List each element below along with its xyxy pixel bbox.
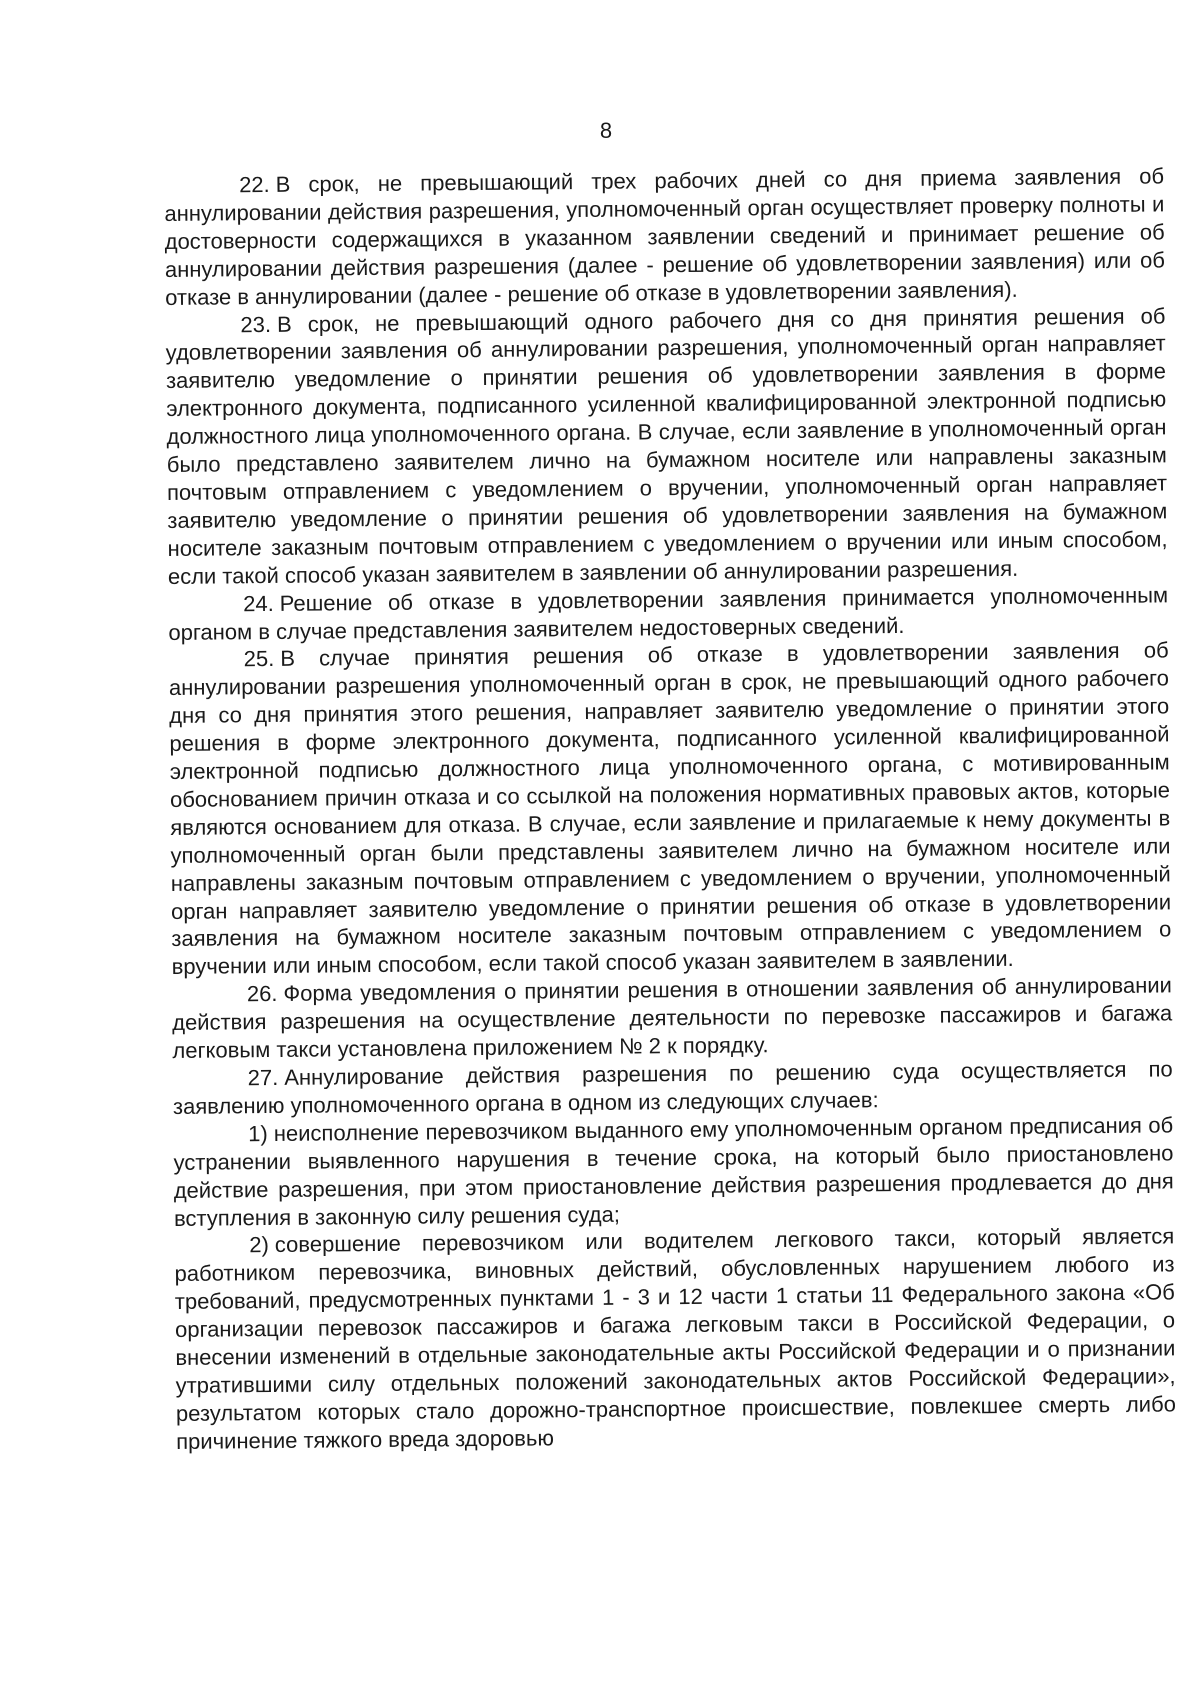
paragraph-text: Решение об отказе в удовлетворении заявления принимается уполномоченным органом в случае представления заявителем недостоверных сведений. — [168, 581, 1169, 645]
subitem-number: 1) — [248, 1120, 268, 1147]
subitem-text: совершение перевозчиком или водителем легкового такси, который является работником перевозчика, виновных действий, обусловленных нарушением любого из требований, предусмотренных пунктами 1 - 3 и 12 части 1 статьи 11 Федерального закона «Об организации перевозок пассажиров и багажа легковым такси в Российской Федерации, о внесении изменений в отдельные законодательные акты Российской Федерации и о признании утратившими силу отдельных положений законодательных актов Российской Федерации», результатом которых стало дорожно-транспортное происшествие, повлекшее смерть либо причинение тяжкого вреда здоровью — [174, 1223, 1176, 1454]
paragraph-number: 22. — [239, 171, 270, 198]
paragraph-text: Аннулирование действия разрешения по решению суда осуществляется по заявлению уполномоченного органа в одном из следующих случаев: — [172, 1056, 1173, 1119]
paragraph-23 — [165, 302, 1168, 591]
document-body — [164, 162, 1176, 1455]
paragraph-26 — [172, 972, 1173, 1065]
subitem-text: неисполнение перевозчиком выданного ему уполномоченным органом предписания об устранении выявленного нарушения в течение срока, на который было приостановлено действие разрешения, при этом приостановление действия разрешения продлевается до дня вступления в законную силу решения суда; — [173, 1112, 1174, 1231]
page-number: 8 — [599, 118, 613, 143]
paragraph-text: В срок, не превышающий трех рабочих дней со дня приема заявления об аннулировании действия разрешения, уполномоченный орган осуществляет проверку полноты и достоверности содержащихся в указанном заявлении сведений и принимает решение об аннулировании действия разрешения (далее - решение об удовлетворении заявления) или об отказе в аннулировании (далее - решение об отказе в удовлетворении заявления). — [164, 163, 1166, 310]
paragraph-text: В срок, не превышающий одного рабочего дня со дня принятия решения об удовлетворении заявления об аннулировании разрешения, уполномоченный орган направляет заявителю уведомление о принятии решения об удовлетворении заявления в форме электронного документа, подписанного усиленной квалифицированной электронной подписью должностного лица уполномоченного органа. В случае, если заявление в уполномоченный орган было представлено заявителем лично на бумажном носителе или направлены заказным почтовым отправлением с уведомлением о вручении, уполномоченный орган направляет заявителю уведомление о принятии решения об удовлетворении заявления на бумажном носителе заказным почтовым отправлением с уведомлением о вручении или иным способом, если такой способ указан заявителем в заявлении об аннулировании разрешения. — [165, 302, 1168, 589]
paragraph-number: 24. — [243, 590, 274, 616]
paragraph-number: 25. — [243, 646, 275, 672]
paragraph-text: Форма уведомления о принятии решения в отношении заявления об аннулировании действия разрешения на осуществление деятельности по перевозке пассажиров и багажа легковым такси установлена приложением № 2 к порядку. — [172, 972, 1173, 1064]
paragraph-24 — [168, 581, 1168, 646]
paragraph-25 — [169, 637, 1172, 981]
subitem-number: 2) — [249, 1232, 269, 1258]
paragraph-27 — [173, 1055, 1173, 1120]
paragraph-number: 26. — [246, 981, 278, 1007]
paragraph-number: 27. — [247, 1064, 279, 1091]
subitem-2 — [174, 1223, 1176, 1456]
subitem-1 — [173, 1111, 1174, 1232]
paragraph-number: 23. — [240, 311, 272, 337]
paragraph-text: В случае принятия решения об отказе в удовлетворении заявления об аннулировании разрешения уполномоченный орган в срок, не превышающий одного рабочего дня со дня принятия этого решения, направляет заявителю уведомление о принятии этого решения в форме электронного документа, подписанного усиленной квалифицированной электронной подписью должностного лица уполномоченного органа, с мотивированным обоснованием причин отказа и со ссылкой на положения нормативных правовых актов, которые являются основанием для отказа. В случае, если заявление и прилагаемые к нему документы в уполномоченный орган были представлены заявителем лично на бумажном носителе или направлены заказным почтовым отправлением с уведомлением о вручении, уполномоченный орган направляет заявителю уведомление о принятии решения об отказе в удовлетворении заявления на бумажном носителе заказным почтовым отправлением с уведомлением о вручении или иным способом, если такой способ указан заявителем в заявлении. — [168, 637, 1172, 980]
paragraph-22 — [164, 162, 1165, 311]
